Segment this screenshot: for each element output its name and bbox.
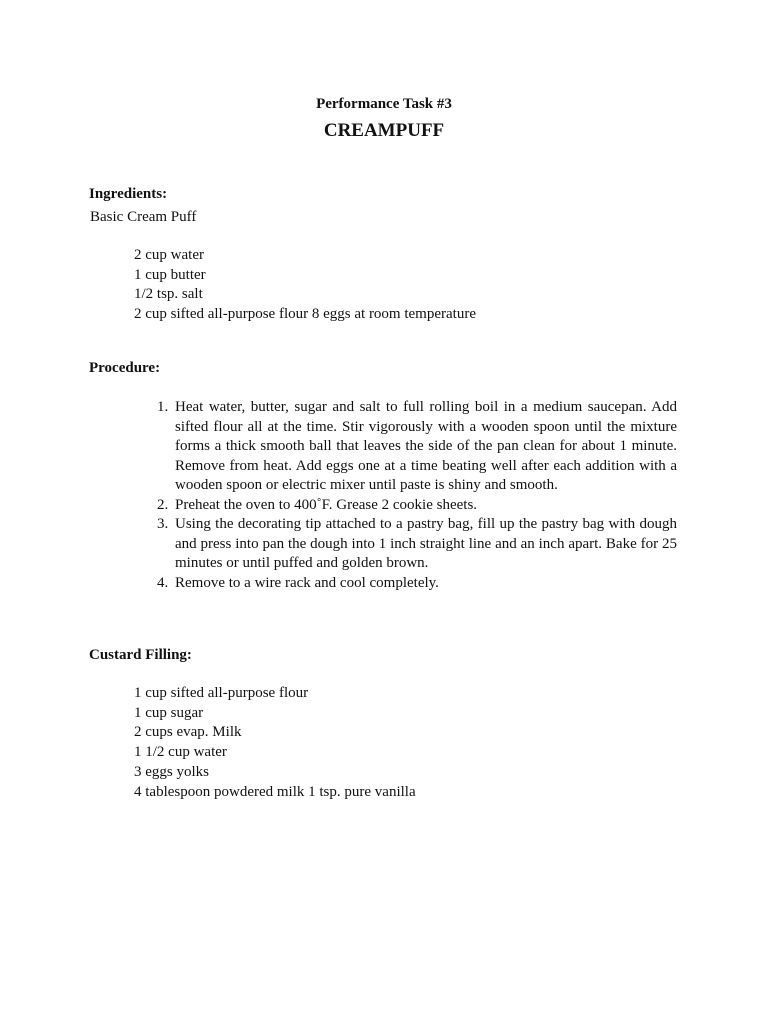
- ingredient-item: 2 cup sifted all-purpose flour 8 eggs at room temperature: [134, 306, 476, 323]
- ingredients-subheading: Basic Cream Puff: [90, 209, 197, 225]
- custard-item: 1 cup sugar: [134, 704, 204, 721]
- ingredient-item: 1 cup butter: [134, 266, 206, 283]
- procedure-step: [157, 398, 677, 496]
- ingredients-heading: Ingredients:: [89, 186, 168, 202]
- step-text: Using the decorating tip attached to a pastry bag, fill up the pastry bag with dough and press into pan the dough into 1 inch straight line and an inch apart. Bake for 25 minutes or until puffed and golden brown.: [175, 516, 677, 571]
- ingredients-list: [134, 246, 476, 325]
- custard-item: 4 tablespoon powdered milk 1 tsp. pure vanilla: [134, 783, 416, 800]
- custard-item: 1 1/2 cup water: [134, 744, 227, 761]
- procedure-step: [157, 574, 677, 594]
- document-subtitle: Performance Task #3: [316, 96, 452, 112]
- procedure-step: [157, 515, 677, 574]
- step-number: 3.: [157, 516, 169, 532]
- step-number: 1.: [157, 399, 169, 415]
- step-number: 2.: [157, 496, 169, 513]
- procedure-heading: Procedure:: [89, 360, 161, 376]
- procedure-step: [157, 496, 677, 516]
- step-text: Heat water, butter, sugar and salt to full rolling boil in a medium saucepan. Add sifted flour all at the time. Stir vigorously with a wooden spoon until the mixture forms a thick smooth ball that leaves the side of the pan clean for about 1 minute. Remove from heat. Add eggs one at a time beating well after each addition with a wooden spoon or electric mixer until paste is shiny and smooth.: [175, 399, 677, 493]
- custard-item: 2 cups evap. Milk: [134, 724, 242, 741]
- custard-heading: Custard Filling:: [89, 647, 192, 663]
- custard-item: 1 cup sifted all-purpose flour: [134, 685, 309, 701]
- step-text: Preheat the oven to 400˚F. Grease 2 cookie sheets.: [175, 496, 478, 513]
- ingredient-item: 2 cup water: [134, 247, 204, 263]
- custard-list: [134, 684, 416, 802]
- document-title: CREAMPUFF: [323, 120, 445, 141]
- step-text: Remove to a wire rack and cool completely.: [175, 574, 439, 591]
- custard-item: 3 eggs yolks: [134, 763, 209, 780]
- procedure-list: [157, 398, 677, 593]
- step-number: 4.: [157, 574, 169, 591]
- ingredient-item: 1/2 tsp. salt: [134, 286, 203, 303]
